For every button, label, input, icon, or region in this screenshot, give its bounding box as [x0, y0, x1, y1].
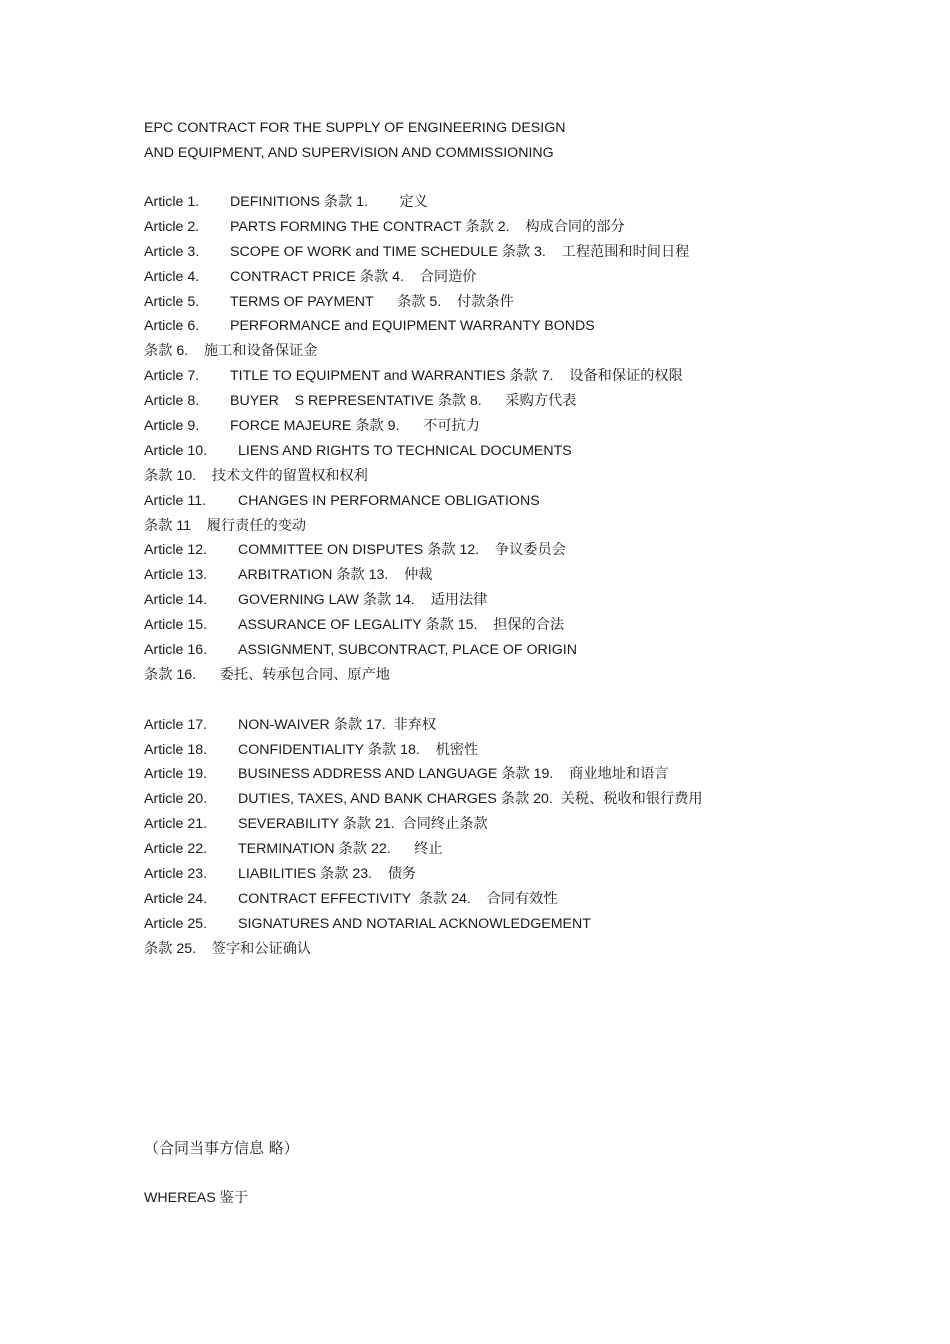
article-heading: 条款 16. 委托、转承包合同、原产地 [144, 666, 390, 683]
article-number: Article 7. [144, 368, 200, 385]
article-heading: ASSIGNMENT, SUBCONTRACT, PLACE OF ORIGIN [238, 642, 577, 659]
article-heading: SIGNATURES AND NOTARIAL ACKNOWLEDGEMENT [238, 915, 591, 932]
toc-spacer [144, 688, 924, 713]
article-number: Article 3. [144, 243, 200, 260]
toc-entry [144, 489, 924, 514]
article-heading: PARTS FORMING THE CONTRACT 条款 2. 构成合同的部分 [230, 218, 625, 235]
article-number: Article 1. [144, 194, 200, 210]
toc-entry [144, 290, 924, 315]
toc-entry [144, 364, 924, 389]
toc-entry [144, 538, 924, 563]
article-number: Article 9. [144, 418, 200, 435]
article-number: Article 14. [144, 592, 208, 609]
article-number: Article 25. [144, 915, 208, 932]
article-number: Article 10. [144, 442, 208, 459]
toc-entry [144, 588, 924, 613]
article-number: Article 15. [144, 617, 208, 634]
article-heading: TITLE TO EQUIPMENT and WARRANTIES 条款 7. 设备和保证的权限 [230, 368, 683, 385]
article-heading: 条款 11 履行责任的变动 [144, 517, 307, 534]
toc-entry [144, 215, 924, 240]
article-heading: COMMITTEE ON DISPUTES 条款 12. 争议委员会 [238, 542, 566, 559]
contract-title [144, 116, 924, 166]
title-line-2: AND EQUIPMENT, AND SUPERVISION AND COMMISSIONING [144, 144, 554, 161]
toc-entry [144, 389, 924, 414]
article-heading: 条款 6. 施工和设备保证金 [144, 343, 318, 360]
article-number: Article 12. [144, 542, 208, 559]
article-heading: ASSURANCE OF LEGALITY 条款 15. 担保的合法 [238, 617, 565, 634]
toc-entry [144, 414, 924, 439]
toc-entry [144, 613, 924, 638]
toc-entry [144, 862, 924, 887]
article-heading: TERMINATION 条款 22. 终止 [238, 841, 443, 858]
toc-entry [144, 713, 924, 738]
toc-entry [144, 638, 924, 663]
toc-entry [144, 563, 924, 588]
toc-entry [144, 812, 924, 837]
article-number: Article 6. [144, 318, 200, 335]
article-heading: FORCE MAJEURE 条款 9. 不可抗力 [230, 418, 480, 435]
article-number: Article 13. [144, 567, 208, 584]
toc-entry [144, 787, 924, 812]
article-number: Article 24. [144, 890, 208, 907]
toc-entry [144, 314, 924, 339]
article-number: Article 8. [144, 393, 200, 410]
article-heading: SCOPE OF WORK and TIME SCHEDULE 条款 3. 工程范围和时间日程 [230, 243, 690, 260]
toc-entry [144, 240, 924, 265]
article-number: Article 2. [144, 218, 200, 235]
article-number: Article 18. [144, 741, 208, 758]
article-number: Article 4. [144, 268, 200, 285]
toc-entry [144, 663, 924, 688]
article-number: Article 17. [144, 716, 208, 733]
table-of-contents [144, 190, 924, 962]
article-number: Article 23. [144, 866, 208, 883]
article-heading: SEVERABILITY 条款 21. 合同终止条款 [238, 816, 488, 833]
article-heading: 条款 10. 技术文件的留置权和权利 [144, 467, 368, 484]
parties-note: （合同当事方信息 略） [144, 1139, 299, 1157]
article-heading: BUYER S REPRESENTATIVE 条款 8. 采购方代表 [230, 393, 577, 410]
article-number: Article 22. [144, 841, 208, 858]
article-heading: CONFIDENTIALITY 条款 18. 机密性 [238, 741, 479, 758]
toc-entry [144, 464, 924, 489]
article-heading: BUSINESS ADDRESS AND LANGUAGE 条款 19. 商业地址和语言 [238, 766, 669, 783]
toc-entry [144, 514, 924, 539]
whereas-clause: WHEREAS 鉴于 [144, 1190, 249, 1206]
article-heading: TERMS OF PAYMENT 条款 5. 付款条件 [230, 293, 514, 310]
article-number: Article 16. [144, 642, 208, 659]
toc-part-2 [144, 713, 924, 962]
article-number: Article 21. [144, 816, 208, 833]
toc-entry [144, 265, 924, 290]
article-heading: DEFINITIONS 条款 1. 定义 [230, 194, 428, 210]
article-heading: DUTIES, TAXES, AND BANK CHARGES 条款 20. 关税、税收和银行费用 [238, 791, 703, 808]
toc-entry [144, 339, 924, 364]
article-number: Article 19. [144, 766, 208, 783]
article-heading: NON-WAIVER 条款 17. 非弃权 [238, 716, 437, 733]
toc-entry [144, 912, 924, 937]
toc-entry [144, 887, 924, 912]
article-number: Article 5. [144, 293, 200, 310]
article-heading: LIENS AND RIGHTS TO TECHNICAL DOCUMENTS [238, 442, 572, 459]
article-heading: PERFORMANCE and EQUIPMENT WARRANTY BONDS [230, 318, 595, 335]
article-number: Article 11. [144, 492, 207, 509]
toc-entry [144, 837, 924, 862]
article-heading: CHANGES IN PERFORMANCE OBLIGATIONS [238, 492, 540, 509]
article-heading: 条款 25. 签字和公证确认 [144, 940, 312, 957]
article-heading: CONTRACT PRICE 条款 4. 合同造价 [230, 268, 477, 285]
article-number: Article 20. [144, 791, 208, 808]
toc-entry [144, 439, 924, 464]
toc-entry [144, 937, 924, 962]
toc-entry [144, 190, 924, 215]
toc-entry [144, 762, 924, 787]
article-heading: ARBITRATION 条款 13. 仲裁 [238, 567, 433, 584]
toc-entry [144, 738, 924, 763]
article-heading: CONTRACT EFFECTIVITY 条款 24. 合同有效性 [238, 890, 558, 907]
article-heading: GOVERNING LAW 条款 14. 适用法律 [238, 592, 488, 609]
toc-part-1 [144, 190, 924, 688]
title-line-1: EPC CONTRACT FOR THE SUPPLY OF ENGINEERING DESIGN [144, 120, 566, 136]
article-heading: LIABILITIES 条款 23. 债务 [238, 866, 417, 883]
